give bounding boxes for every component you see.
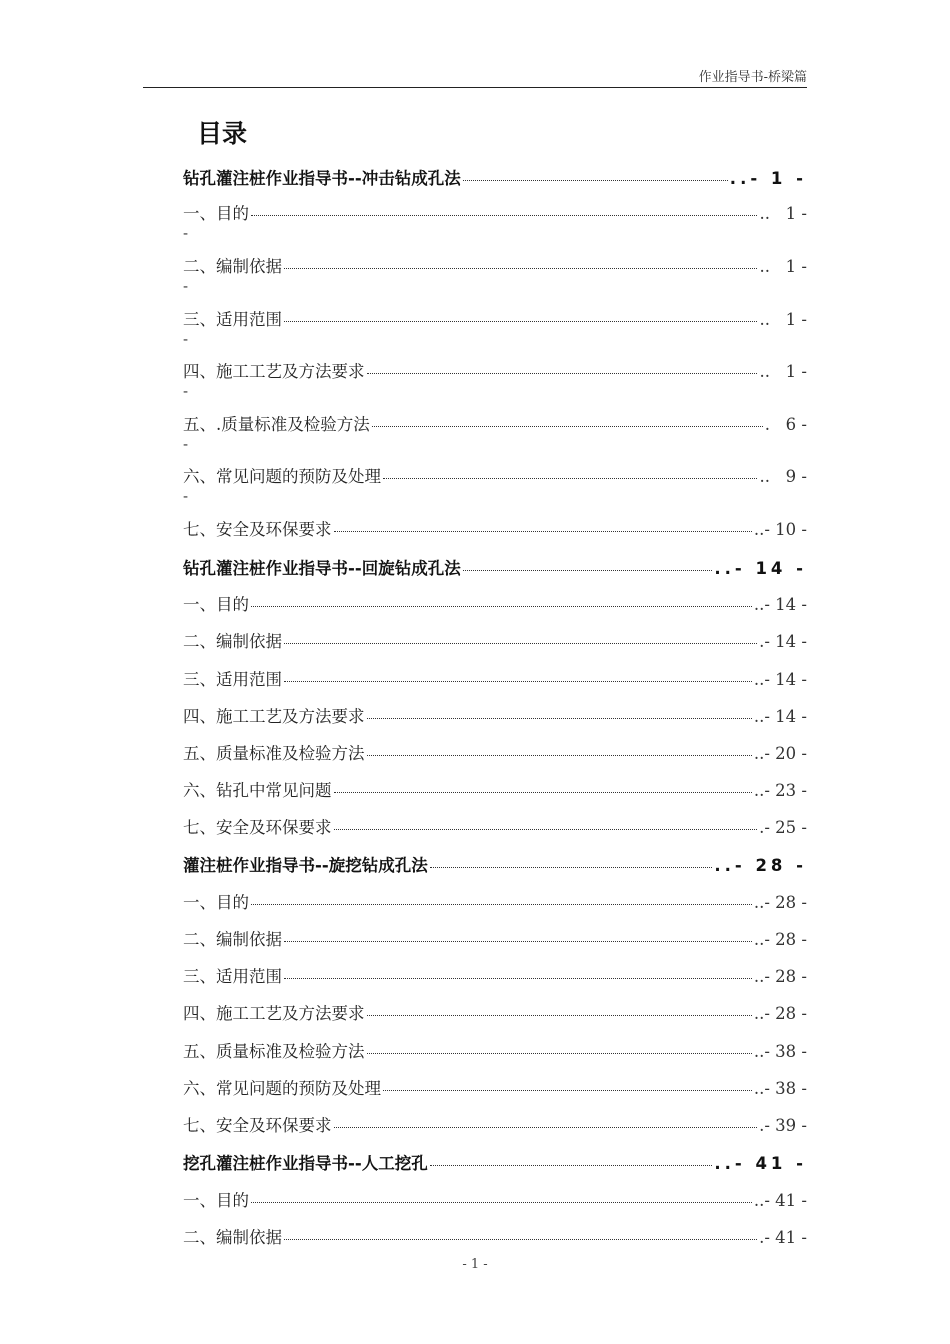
dot-leader: [430, 867, 713, 868]
toc-entry-label: 二、编制依据: [183, 632, 282, 651]
toc-entry-page: .. 1 -: [759, 310, 807, 329]
toc-section-entry[interactable]: [183, 777, 807, 801]
dot-leader: [334, 829, 758, 830]
toc-entry-row: [183, 200, 807, 224]
toc-entry-row: [183, 1150, 807, 1174]
dot-leader: [284, 978, 752, 979]
toc-section-entry[interactable]: [183, 358, 807, 398]
toc-section-entry[interactable]: [183, 1224, 807, 1248]
dot-leader: [284, 941, 752, 942]
toc-entry-label: 三、适用范围: [183, 310, 282, 329]
toc-entry-row: [183, 1075, 807, 1099]
toc-entry-row: [183, 306, 807, 330]
toc-entry-label: 五、质量标准及检验方法: [183, 1042, 365, 1061]
toc-entry-row: [183, 358, 807, 382]
toc-entry-page: ..- 10 -: [753, 520, 807, 539]
toc-entry-page: ..- 20 -: [753, 744, 807, 763]
toc-entry-row: [183, 740, 807, 764]
toc-entry-wrap: -: [183, 487, 189, 505]
toc-entry-label: 钻孔灌注桩作业指导书--回旋钻成孔法: [183, 559, 461, 578]
toc-entry-page: .- 39 -: [759, 1116, 807, 1135]
toc-entry-label: 二、编制依据: [183, 1228, 282, 1247]
toc-entry-label: 四、施工工艺及方法要求: [183, 1004, 365, 1023]
dot-leader: [251, 606, 752, 607]
footer-page-number: - 1 -: [462, 1257, 488, 1272]
dot-leader: [251, 904, 752, 905]
toc-entry-label: 灌注桩作业指导书--旋挖钻成孔法: [183, 856, 428, 875]
toc-entry-row: [183, 253, 807, 277]
dot-leader: [284, 1239, 757, 1240]
toc-entry-label: 一、目的: [183, 1191, 249, 1210]
toc-section-entry[interactable]: [183, 1075, 807, 1099]
toc-entry-page: ..- 38 -: [753, 1079, 807, 1098]
toc-section-entry[interactable]: [183, 1038, 807, 1062]
toc-entry-page: ..- 14 -: [714, 559, 807, 578]
toc-entry-page: ..- 28 -: [714, 856, 807, 875]
toc-entry-label: 五、质量标准及检验方法: [183, 744, 365, 763]
toc-entry-row: [183, 1187, 807, 1211]
toc-entry-page: ..- 38 -: [753, 1042, 807, 1061]
toc-entry-page: .- 25 -: [759, 818, 807, 837]
toc-entry-page: .- 41 -: [759, 1228, 807, 1247]
dot-leader: [251, 1202, 752, 1203]
toc-entry-wrap: -: [183, 224, 189, 242]
dot-leader: [334, 1127, 758, 1128]
dot-leader: [463, 570, 713, 571]
toc-entry-label: 三、适用范围: [183, 670, 282, 689]
toc-section-entry[interactable]: [183, 591, 807, 615]
toc-section-entry[interactable]: [183, 1000, 807, 1024]
toc-entry-label: 七、安全及环保要求: [183, 520, 332, 539]
toc-entry-label: 二、编制依据: [183, 930, 282, 949]
toc-entry-page: . 6 -: [764, 415, 807, 434]
toc-entry-label: 钻孔灌注桩作业指导书--冲击钻成孔法: [183, 169, 461, 188]
toc-entry-label: 一、目的: [183, 595, 249, 614]
dot-leader: [334, 531, 752, 532]
dot-leader: [463, 180, 728, 181]
toc-chapter-entry[interactable]: [183, 555, 807, 579]
toc-entry-label: 六、钻孔中常见问题: [183, 781, 332, 800]
toc-entry-page: ..- 28 -: [753, 967, 807, 986]
dot-leader: [383, 1090, 752, 1091]
toc-section-entry[interactable]: [183, 814, 807, 838]
toc-entry-row: [183, 926, 807, 950]
toc-section-entry[interactable]: [183, 306, 807, 346]
toc-section-entry[interactable]: [183, 666, 807, 690]
toc-title: 目录: [197, 119, 248, 148]
toc-chapter-entry[interactable]: [183, 852, 807, 876]
toc-section-entry[interactable]: [183, 740, 807, 764]
toc-entry-page: ..- 28 -: [753, 930, 807, 949]
dot-leader: [284, 268, 757, 269]
toc-entry-row: [183, 1000, 807, 1024]
toc-entry-row: [183, 555, 807, 579]
toc-entry-wrap: -: [183, 382, 189, 400]
running-header: 作业指导书-桥梁篇: [698, 70, 807, 85]
dot-leader: [367, 1053, 752, 1054]
toc-entry-page: ..- 14 -: [753, 595, 807, 614]
toc-entry-label: 六、常见问题的预防及处理: [183, 1079, 381, 1098]
toc-entry-page: .. 1 -: [759, 204, 807, 223]
toc-entry-page: ..- 41 -: [753, 1191, 807, 1210]
toc-section-entry[interactable]: [183, 926, 807, 950]
toc-entry-row: [183, 463, 807, 487]
toc-entry-row: [183, 1112, 807, 1136]
toc-entry-label: 七、安全及环保要求: [183, 818, 332, 837]
toc-chapter-entry[interactable]: [183, 1150, 807, 1174]
toc-entry-label: 七、安全及环保要求: [183, 1116, 332, 1135]
toc-entry-label: 六、常见问题的预防及处理: [183, 467, 381, 486]
toc-section-entry[interactable]: [183, 628, 807, 652]
dot-leader: [334, 792, 752, 793]
toc-section-entry[interactable]: [183, 516, 807, 540]
toc-entry-label: 一、目的: [183, 893, 249, 912]
dot-leader: [367, 755, 752, 756]
toc-entry-label: 五、.质量标准及检验方法: [183, 415, 370, 434]
toc-entry-row: [183, 591, 807, 615]
toc-entry-row: [183, 963, 807, 987]
dot-leader: [284, 321, 757, 322]
dot-leader: [251, 215, 757, 216]
toc-section-entry[interactable]: [183, 463, 807, 503]
dot-leader: [367, 718, 752, 719]
toc-entry-row: [183, 666, 807, 690]
toc-entry-page: .. 1 -: [759, 257, 807, 276]
toc-entry-row: [183, 889, 807, 913]
toc-entry-row: [183, 1038, 807, 1062]
toc-section-entry[interactable]: [183, 963, 807, 987]
toc-entry-row: [183, 814, 807, 838]
dot-leader: [372, 426, 763, 427]
toc-entry-page: ..- 41 -: [714, 1154, 807, 1173]
toc-section-entry[interactable]: [183, 889, 807, 913]
toc-entry-wrap: -: [183, 330, 189, 348]
toc-entry-row: [183, 165, 807, 189]
toc-entry-row: [183, 777, 807, 801]
dot-leader: [367, 1015, 752, 1016]
toc-entry-label: 一、目的: [183, 204, 249, 223]
toc-entry-page: .- 14 -: [759, 632, 807, 651]
toc-entry-page: ..- 28 -: [753, 1004, 807, 1023]
toc-entry-label: 三、适用范围: [183, 967, 282, 986]
toc-entry-row: [183, 852, 807, 876]
toc-entry-label: 四、施工工艺及方法要求: [183, 362, 365, 381]
toc-section-entry[interactable]: [183, 253, 807, 293]
toc-entry-page: .. 1 -: [759, 362, 807, 381]
dot-leader: [383, 478, 757, 479]
toc-entry-page: ..- 14 -: [753, 707, 807, 726]
toc-entry-label: 二、编制依据: [183, 257, 282, 276]
toc-entry-page: ..- 1 -: [729, 169, 807, 188]
toc-section-entry[interactable]: [183, 703, 807, 727]
toc-entry-label: 四、施工工艺及方法要求: [183, 707, 365, 726]
toc-entry-page: .. 9 -: [759, 467, 807, 486]
header-divider: [143, 87, 807, 88]
toc-entry-row: [183, 516, 807, 540]
toc-section-entry[interactable]: [183, 200, 807, 240]
dot-leader: [367, 373, 758, 374]
toc-entry-wrap: -: [183, 435, 189, 453]
toc-entry-wrap: -: [183, 277, 189, 295]
toc-section-entry[interactable]: [183, 1187, 807, 1211]
toc-entry-row: [183, 628, 807, 652]
toc-entry-page: ..- 23 -: [753, 781, 807, 800]
toc-entry-row: [183, 703, 807, 727]
toc-entry-row: [183, 411, 807, 435]
toc-section-entry[interactable]: [183, 411, 807, 451]
toc-entry-label: 挖孔灌注桩作业指导书--人工挖孔: [183, 1154, 428, 1173]
dot-leader: [430, 1165, 713, 1166]
toc-chapter-entry[interactable]: [183, 165, 807, 189]
toc-entry-page: ..- 14 -: [753, 670, 807, 689]
dot-leader: [284, 681, 752, 682]
toc-entry-page: ..- 28 -: [753, 893, 807, 912]
dot-leader: [284, 643, 757, 644]
toc-section-entry[interactable]: [183, 1112, 807, 1136]
toc-entry-row: [183, 1224, 807, 1248]
